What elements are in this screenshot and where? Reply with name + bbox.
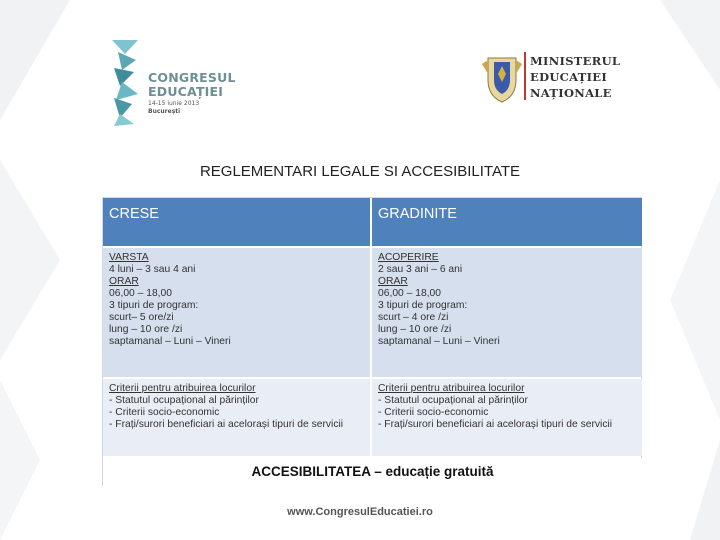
crese-age-schedule-cell (103, 248, 370, 377)
header-crese: CRESE (103, 198, 370, 246)
crese-program-short: scurt– 5 ore/zi (109, 312, 174, 323)
ministerul-logo (478, 50, 621, 110)
ministerul-line3: NAȚIONALE (530, 86, 612, 100)
crese-program-types: 3 tipuri de program: (109, 300, 199, 311)
crese-criteria-1: - Statutul ocupațional al părinților (109, 395, 259, 406)
logo-line2: EDUCAȚIEI (148, 84, 224, 99)
crese-criteria-heading: Criterii pentru atribuirea locurilor (109, 383, 256, 394)
logo-city: București (148, 108, 181, 115)
crese-criteria-cell (103, 379, 370, 456)
gradinite-coverage-schedule-cell (372, 248, 642, 377)
gradinite-criteria-2: - Criterii socio-economic (378, 407, 489, 418)
gradinite-coverage-value: 2 sau 3 ani – 6 ani (378, 264, 463, 275)
crese-criteria-3: - Frați/surori beneficiari ai acelorași tipuri de servicii (109, 419, 344, 430)
gradinite-criteria-heading: Criterii pentru atribuirea locurilor (378, 383, 525, 394)
crese-program-weekly: saptamanal – Luni – Vineri (109, 336, 231, 347)
congresul-educatiei-logo (108, 38, 238, 128)
crese-age-heading: VARSTA (109, 252, 149, 263)
gradinite-criteria-3: - Frați/surori beneficiari ai acelorași tipuri de servicii (378, 419, 613, 430)
gradinite-schedule-heading: ORAR (378, 276, 408, 287)
logo-divider (524, 52, 526, 100)
gradinite-criteria-cell (372, 379, 642, 456)
crese-program-long: lung – 10 ore /zi (109, 324, 183, 335)
diamond-logo-icon (108, 38, 144, 128)
crese-age-value: 4 luni – 3 sau 4 ani (109, 264, 196, 275)
gradinite-coverage-heading: ACOPERIRE (378, 252, 439, 263)
gradinite-schedule-hours: 06,00 – 18,00 (378, 288, 441, 299)
page-title: REGLEMENTARI LEGALE SI ACCESIBILITATE (199, 163, 521, 180)
regulations-table (102, 197, 642, 486)
coat-of-arms-icon (482, 52, 522, 104)
ministerul-line1: MINISTERUL (530, 54, 621, 68)
crese-schedule-heading: ORAR (109, 276, 139, 287)
logo-line1: CONGRESUL (148, 70, 236, 85)
crese-criteria-2: - Criterii socio-economic (109, 407, 220, 418)
logo-date: 14-15 iunie 2013 (148, 100, 200, 107)
website-url: www.CongresulEducatiei.ro (287, 506, 433, 518)
crese-schedule-hours: 06,00 – 18,00 (109, 288, 172, 299)
gradinite-criteria-1: - Statutul ocupațional al părinților (378, 395, 528, 406)
gradinite-program-short: scurt – 4 ore /zi (378, 312, 449, 323)
header-gradinite: GRADINITE (372, 198, 642, 246)
ministerul-line2: EDUCAȚIEI (530, 70, 607, 84)
gradinite-program-long: lung – 10 ore /zi (378, 324, 452, 335)
gradinite-program-types: 3 tipuri de program: (378, 300, 468, 311)
accessibility-footer: ACCESIBILITATEA – educație gratuită (103, 458, 642, 486)
gradinite-program-weekly: saptamanal – Luni – Vineri (378, 336, 500, 347)
